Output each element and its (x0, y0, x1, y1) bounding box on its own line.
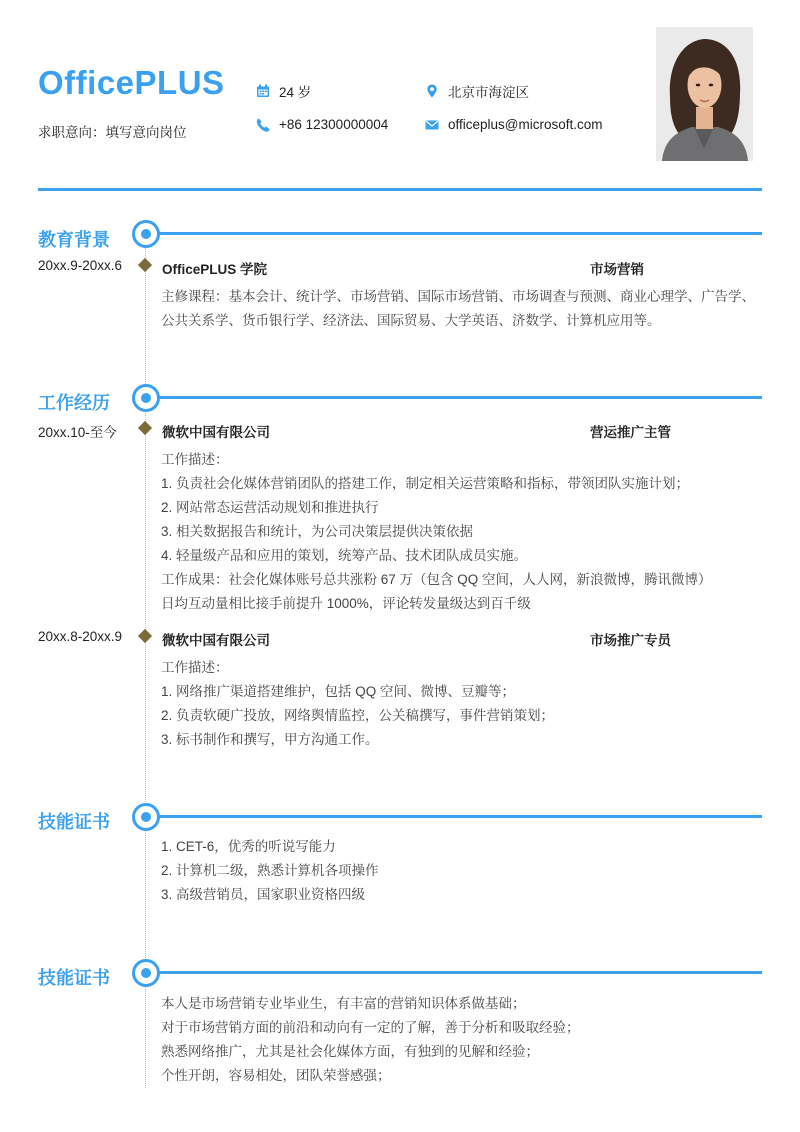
skills-list (161, 835, 766, 907)
skill-item: 1. CET-6，优秀的听说写能力 (161, 839, 336, 854)
major-name: 市场营销 (590, 262, 644, 277)
description-line: 日均互动量相比接手前提升 1000%，评论转发量级达到百千级 (161, 596, 531, 611)
description-line: 1. 网络推广渠道搭建维护，包括 QQ 空间、微博、豆瓣等； (161, 684, 516, 699)
description-line: 工作描述： (161, 660, 229, 675)
description-line: 2. 网站常态运营活动规划和推进执行 (161, 500, 379, 515)
description-line: 4. 轻量级产品和应用的策划，统筹产品、技术团队成员实施。 (161, 548, 528, 563)
candidate-name: OfficePLUS (38, 64, 225, 101)
section-title-work: 工作经历 (38, 393, 110, 413)
skill-item: 3. 高级营销员，国家职业资格四级 (161, 887, 366, 902)
email-value: officeplus@microsoft.com (448, 117, 603, 132)
description-line: 2. 负责软硬广投放，网络舆情监控，公关稿撰写，事件营销策划； (161, 708, 555, 723)
skill-item: 2. 计算机二级，熟悉计算机各项操作 (161, 863, 379, 878)
job-intent (38, 121, 187, 141)
section-title-skills: 技能证书 (38, 812, 110, 832)
section-marker-work (132, 384, 160, 412)
section-rule-self-eval (158, 971, 762, 974)
job-description (161, 448, 766, 616)
location-value: 北京市海淀区 (448, 85, 529, 100)
age-value: 24 岁 (279, 85, 312, 100)
description-line: 工作描述： (161, 452, 229, 467)
job-intent-value: 填写意向岗位 (105, 125, 187, 140)
section-rule-education (158, 232, 762, 235)
calendar-icon (256, 84, 270, 98)
description-line: 3. 相关数据报告和统计，为公司决策层提供决策依据 (161, 524, 474, 539)
section-rule-work (158, 396, 762, 399)
timeline-diamond (138, 629, 152, 643)
education-date: 20xx.9-20xx.6 (38, 258, 123, 273)
phone-info (256, 117, 388, 132)
email-info (425, 117, 603, 132)
timeline-diamond (138, 258, 152, 272)
school-name: OfficePLUS 学院 (162, 262, 268, 277)
courses-paragraph: 主修课程：基本会计、统计学、市场营销、国际市场营销、市场调查与预测、商业心理学、广告学、公共关系学、货币银行学、经济法、国际贸易、大学英语、济数学、计算机应用等。 (161, 289, 755, 328)
company-name: 微软中国有限公司 (162, 633, 270, 648)
company-name: 微软中国有限公司 (162, 425, 270, 440)
section-marker-education (132, 220, 160, 248)
profile-photo (656, 27, 753, 161)
location-pin-icon (425, 84, 439, 98)
header-divider (38, 188, 762, 191)
job-date: 20xx.8-20xx.9 (38, 629, 123, 644)
section-title-self-eval: 技能证书 (38, 968, 110, 988)
section-marker-skills (132, 803, 160, 831)
job-role: 营运推广主管 (590, 425, 671, 440)
self-eval-line: 本人是市场营销专业毕业生，有丰富的营销知识体系做基础； (161, 996, 526, 1011)
job-date: 20xx.10-至今 (38, 425, 117, 440)
timeline-diamond (138, 421, 152, 435)
description-line: 工作成果：社会化媒体账号总共涨粉 67 万（包含 QQ 空间，人人网，新浪微博，腾讯微博） (161, 572, 712, 587)
section-rule-skills (158, 815, 762, 818)
section-title-education: 教育背景 (38, 230, 110, 250)
job-description (161, 656, 766, 752)
mail-icon (425, 118, 439, 132)
self-eval-line: 个性开朗，容易相处，团队荣誉感强； (161, 1068, 391, 1083)
courses-text (161, 285, 766, 333)
age-info (256, 81, 311, 101)
job-intent-label: 求职意向： (38, 125, 106, 140)
job-role: 市场推广专员 (590, 633, 671, 648)
phone-icon (256, 118, 270, 132)
self-eval-line: 熟悉网络推广，尤其是社会化媒体方面，有独到的见解和经验； (161, 1044, 539, 1059)
self-eval-text (161, 992, 766, 1088)
phone-value: +86 12300000004 (279, 117, 389, 132)
description-line: 1. 负责社会化媒体营销团队的搭建工作，制定相关运营策略和指标，带领团队实施计划； (161, 476, 690, 491)
section-marker-self-eval (132, 959, 160, 987)
description-line: 3. 标书制作和撰写，甲方沟通工作。 (161, 732, 379, 747)
self-eval-line: 对于市场营销方面的前沿和动向有一定的了解，善于分析和吸取经验； (161, 1020, 580, 1035)
location-info (425, 81, 529, 101)
portrait-illustration (656, 27, 753, 161)
